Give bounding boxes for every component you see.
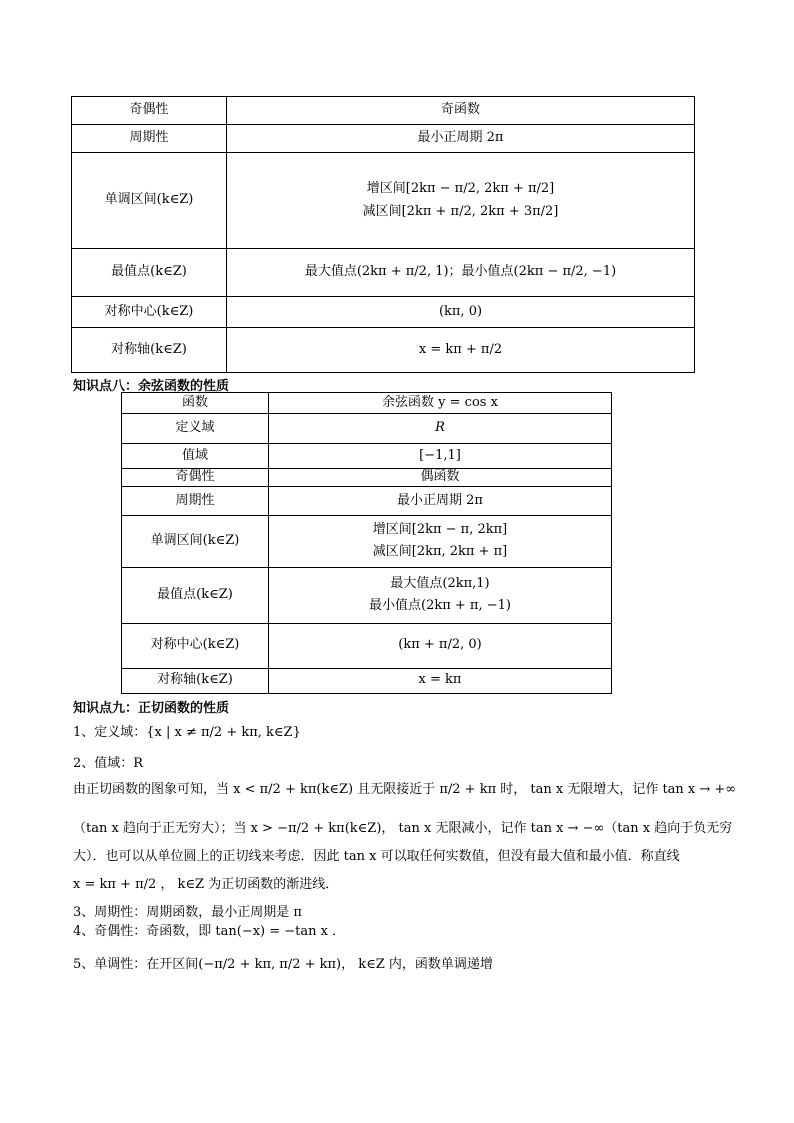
row-value xyxy=(269,516,612,568)
row-value xyxy=(269,567,612,623)
explanation-line-3: 大）．也可以从单位圆上的正切线来考虑．因此 tan x 可以取任何实数值，但没有最大值和最小值．称直线 xyxy=(73,849,680,864)
row-value: 余弦函数 y = cos x xyxy=(269,393,612,414)
table-row xyxy=(122,623,612,668)
row-label: 对称轴(k∈Z) xyxy=(122,668,269,693)
row-label: 对称中心(k∈Z) xyxy=(72,297,227,328)
table-row xyxy=(122,668,612,693)
table-row xyxy=(122,487,612,516)
parity-item: 4、奇偶性：奇函数，即 tan(−x) = −tan x ． xyxy=(73,924,346,939)
row-value xyxy=(227,153,695,249)
decreasing-interval: 减区间[2kπ, 2kπ + π] xyxy=(372,544,508,560)
row-label: 奇偶性 xyxy=(122,469,269,487)
row-value: (kπ + π/2, 0) xyxy=(269,623,612,668)
table-row xyxy=(122,393,612,414)
table-row xyxy=(122,516,612,568)
increasing-interval: 增区间[2kπ − π, 2kπ] xyxy=(372,522,508,537)
cosine-properties-table xyxy=(121,392,612,694)
row-label: 奇偶性 xyxy=(72,97,227,125)
row-label: 值域 xyxy=(122,444,269,469)
row-value: x = kπ + π/2 xyxy=(227,328,695,373)
row-value: 奇函数 xyxy=(227,97,695,125)
row-value: 最小正周期 2π xyxy=(269,487,612,516)
row-label: 对称轴(k∈Z) xyxy=(72,328,227,373)
period-item: 3、周期性：周期函数，最小正周期是 π xyxy=(73,905,302,920)
table-row xyxy=(72,328,695,373)
increasing-interval: 增区间[2kπ − π/2, 2kπ + π/2] xyxy=(366,181,555,197)
table-row xyxy=(72,297,695,328)
table-row xyxy=(72,153,695,249)
table-row xyxy=(122,414,612,444)
domain-item: 1、定义域：{x | x ≠ π/2 + kπ, k∈Z} xyxy=(73,725,301,740)
row-label: 单调区间(k∈Z) xyxy=(72,153,227,249)
row-label: 单调区间(k∈Z) xyxy=(122,516,269,568)
monotonicity-item: 5、单调性：在开区间(−π/2 + kπ, π/2 + kπ)， k∈Z 内，函数单调递增 xyxy=(73,957,493,972)
asymptote-line: x = kπ + π/2 ， k∈Z 为正切函数的渐进线． xyxy=(73,877,339,892)
table-row xyxy=(72,97,695,125)
section8-heading: 知识点八：余弦函数的性质 xyxy=(73,379,230,394)
row-label: 周期性 xyxy=(122,487,269,516)
row-value: x = kπ xyxy=(269,668,612,693)
range-item: 2、值域：R xyxy=(73,756,144,771)
explanation-line-2: （tan x 趋向于正无穷大）；当 x > −π/2 + kπ(k∈Z)， tan x 无限减小，记作 tan x → −∞（tan x 趋向于负无穷 xyxy=(73,821,733,836)
row-label: 定义域 xyxy=(122,414,269,444)
table-row xyxy=(122,444,612,469)
explanation-line-1: 由正切函数的图象可知，当 x < π/2 + kπ(k∈Z) 且无限接近于 π/2 + kπ 时， tan x 无限增大，记作 tan x → +∞ xyxy=(73,782,737,797)
row-value: (kπ, 0) xyxy=(227,297,695,328)
row-value: 最大值点(2kπ + π/2, 1)；最小值点(2kπ − π/2, −1) xyxy=(227,249,695,297)
row-value: R xyxy=(269,414,612,444)
maximum-point: 最大值点(2kπ,1) xyxy=(390,575,490,591)
table-row xyxy=(122,469,612,487)
section9-heading: 知识点九：正切函数的性质 xyxy=(73,701,230,716)
row-value: 偶函数 xyxy=(269,469,612,487)
table-row xyxy=(72,125,695,153)
table-row xyxy=(72,249,695,297)
minimum-point: 最小值点(2kπ + π, −1) xyxy=(369,598,511,613)
table-row xyxy=(122,567,612,623)
row-label: 周期性 xyxy=(72,125,227,153)
sine-properties-table xyxy=(71,96,695,373)
decreasing-interval: 减区间[2kπ + π/2, 2kπ + 3π/2] xyxy=(362,203,559,219)
row-value: 最小正周期 2π xyxy=(227,125,695,153)
row-label: 函数 xyxy=(122,393,269,414)
row-label: 对称中心(k∈Z) xyxy=(122,623,269,668)
row-value: [−1,1] xyxy=(269,444,612,469)
row-label: 最值点(k∈Z) xyxy=(72,249,227,297)
row-label: 最值点(k∈Z) xyxy=(122,567,269,623)
